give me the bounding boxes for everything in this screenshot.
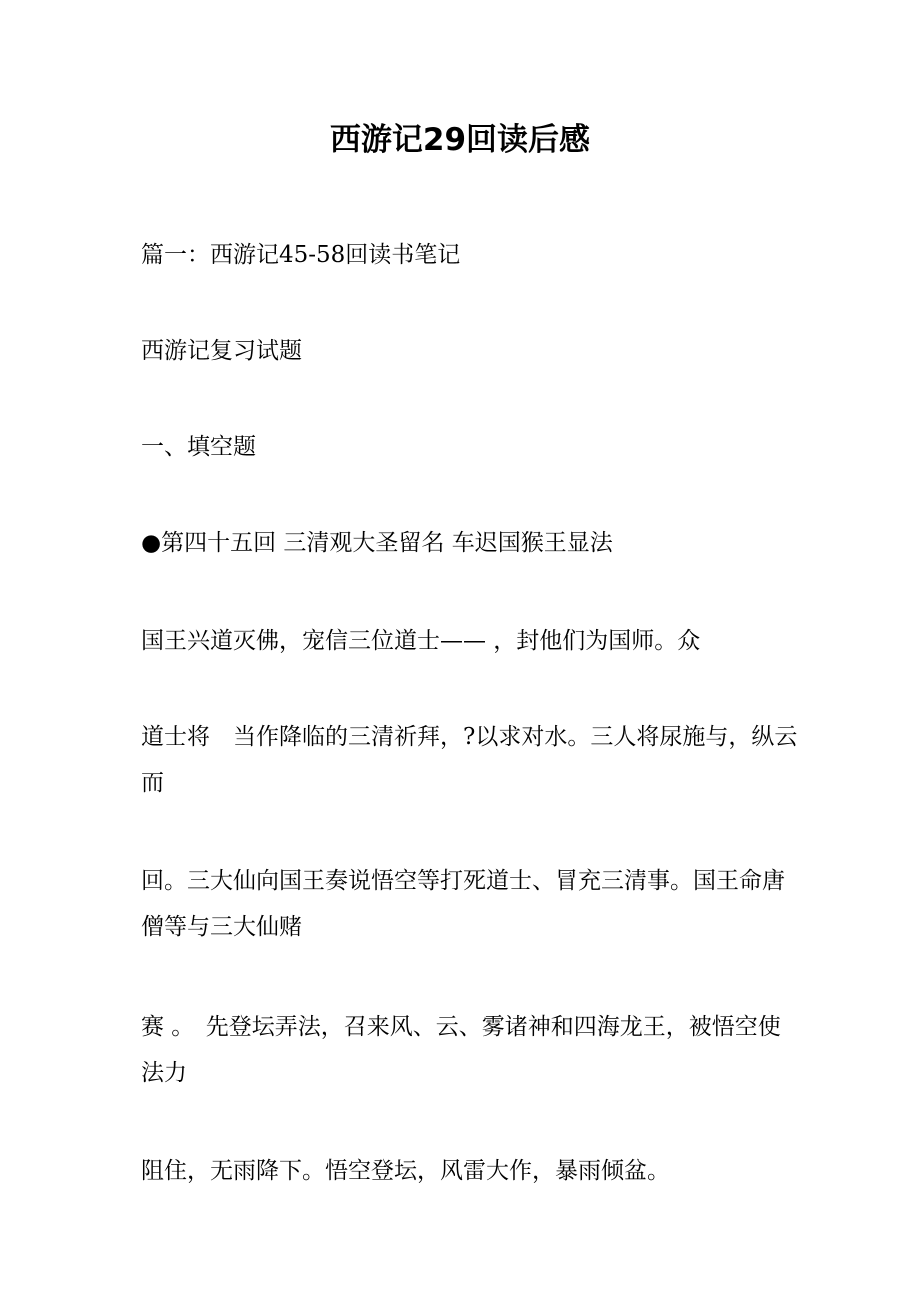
chapter-heading: ●第四十五回 三清观大圣留名 车迟国猴王显法 bbox=[141, 530, 613, 556]
paragraph: 赛 。 先登坛弄法，召来风、云、雾诸神和四海龙王，被悟空使法力 bbox=[141, 1014, 781, 1086]
question-type-heading: 一、填空题 bbox=[141, 434, 256, 460]
subheading: 西游记复习试题 bbox=[141, 338, 302, 364]
section-heading: 篇一：西游记45-58回读书笔记 bbox=[141, 242, 461, 268]
paragraph: 阻住，无雨降下。悟空登坛，风雷大作，暴雨倾盆。 bbox=[141, 1158, 670, 1184]
paragraph: 国王兴道灭佛，宠信三位道士—— ，封他们为国师。众 bbox=[141, 628, 701, 654]
paragraph: 回。三大仙向国王奏说悟空等打死道士、冒充三清事。国王命唐僧等与三大仙赌 bbox=[141, 868, 785, 940]
paragraph: 道士将 当作降临的三清祈拜，?以求对水。三人将尿施与，纵云而 bbox=[141, 724, 798, 796]
document-title: 西游记29回读后感 bbox=[329, 122, 591, 158]
